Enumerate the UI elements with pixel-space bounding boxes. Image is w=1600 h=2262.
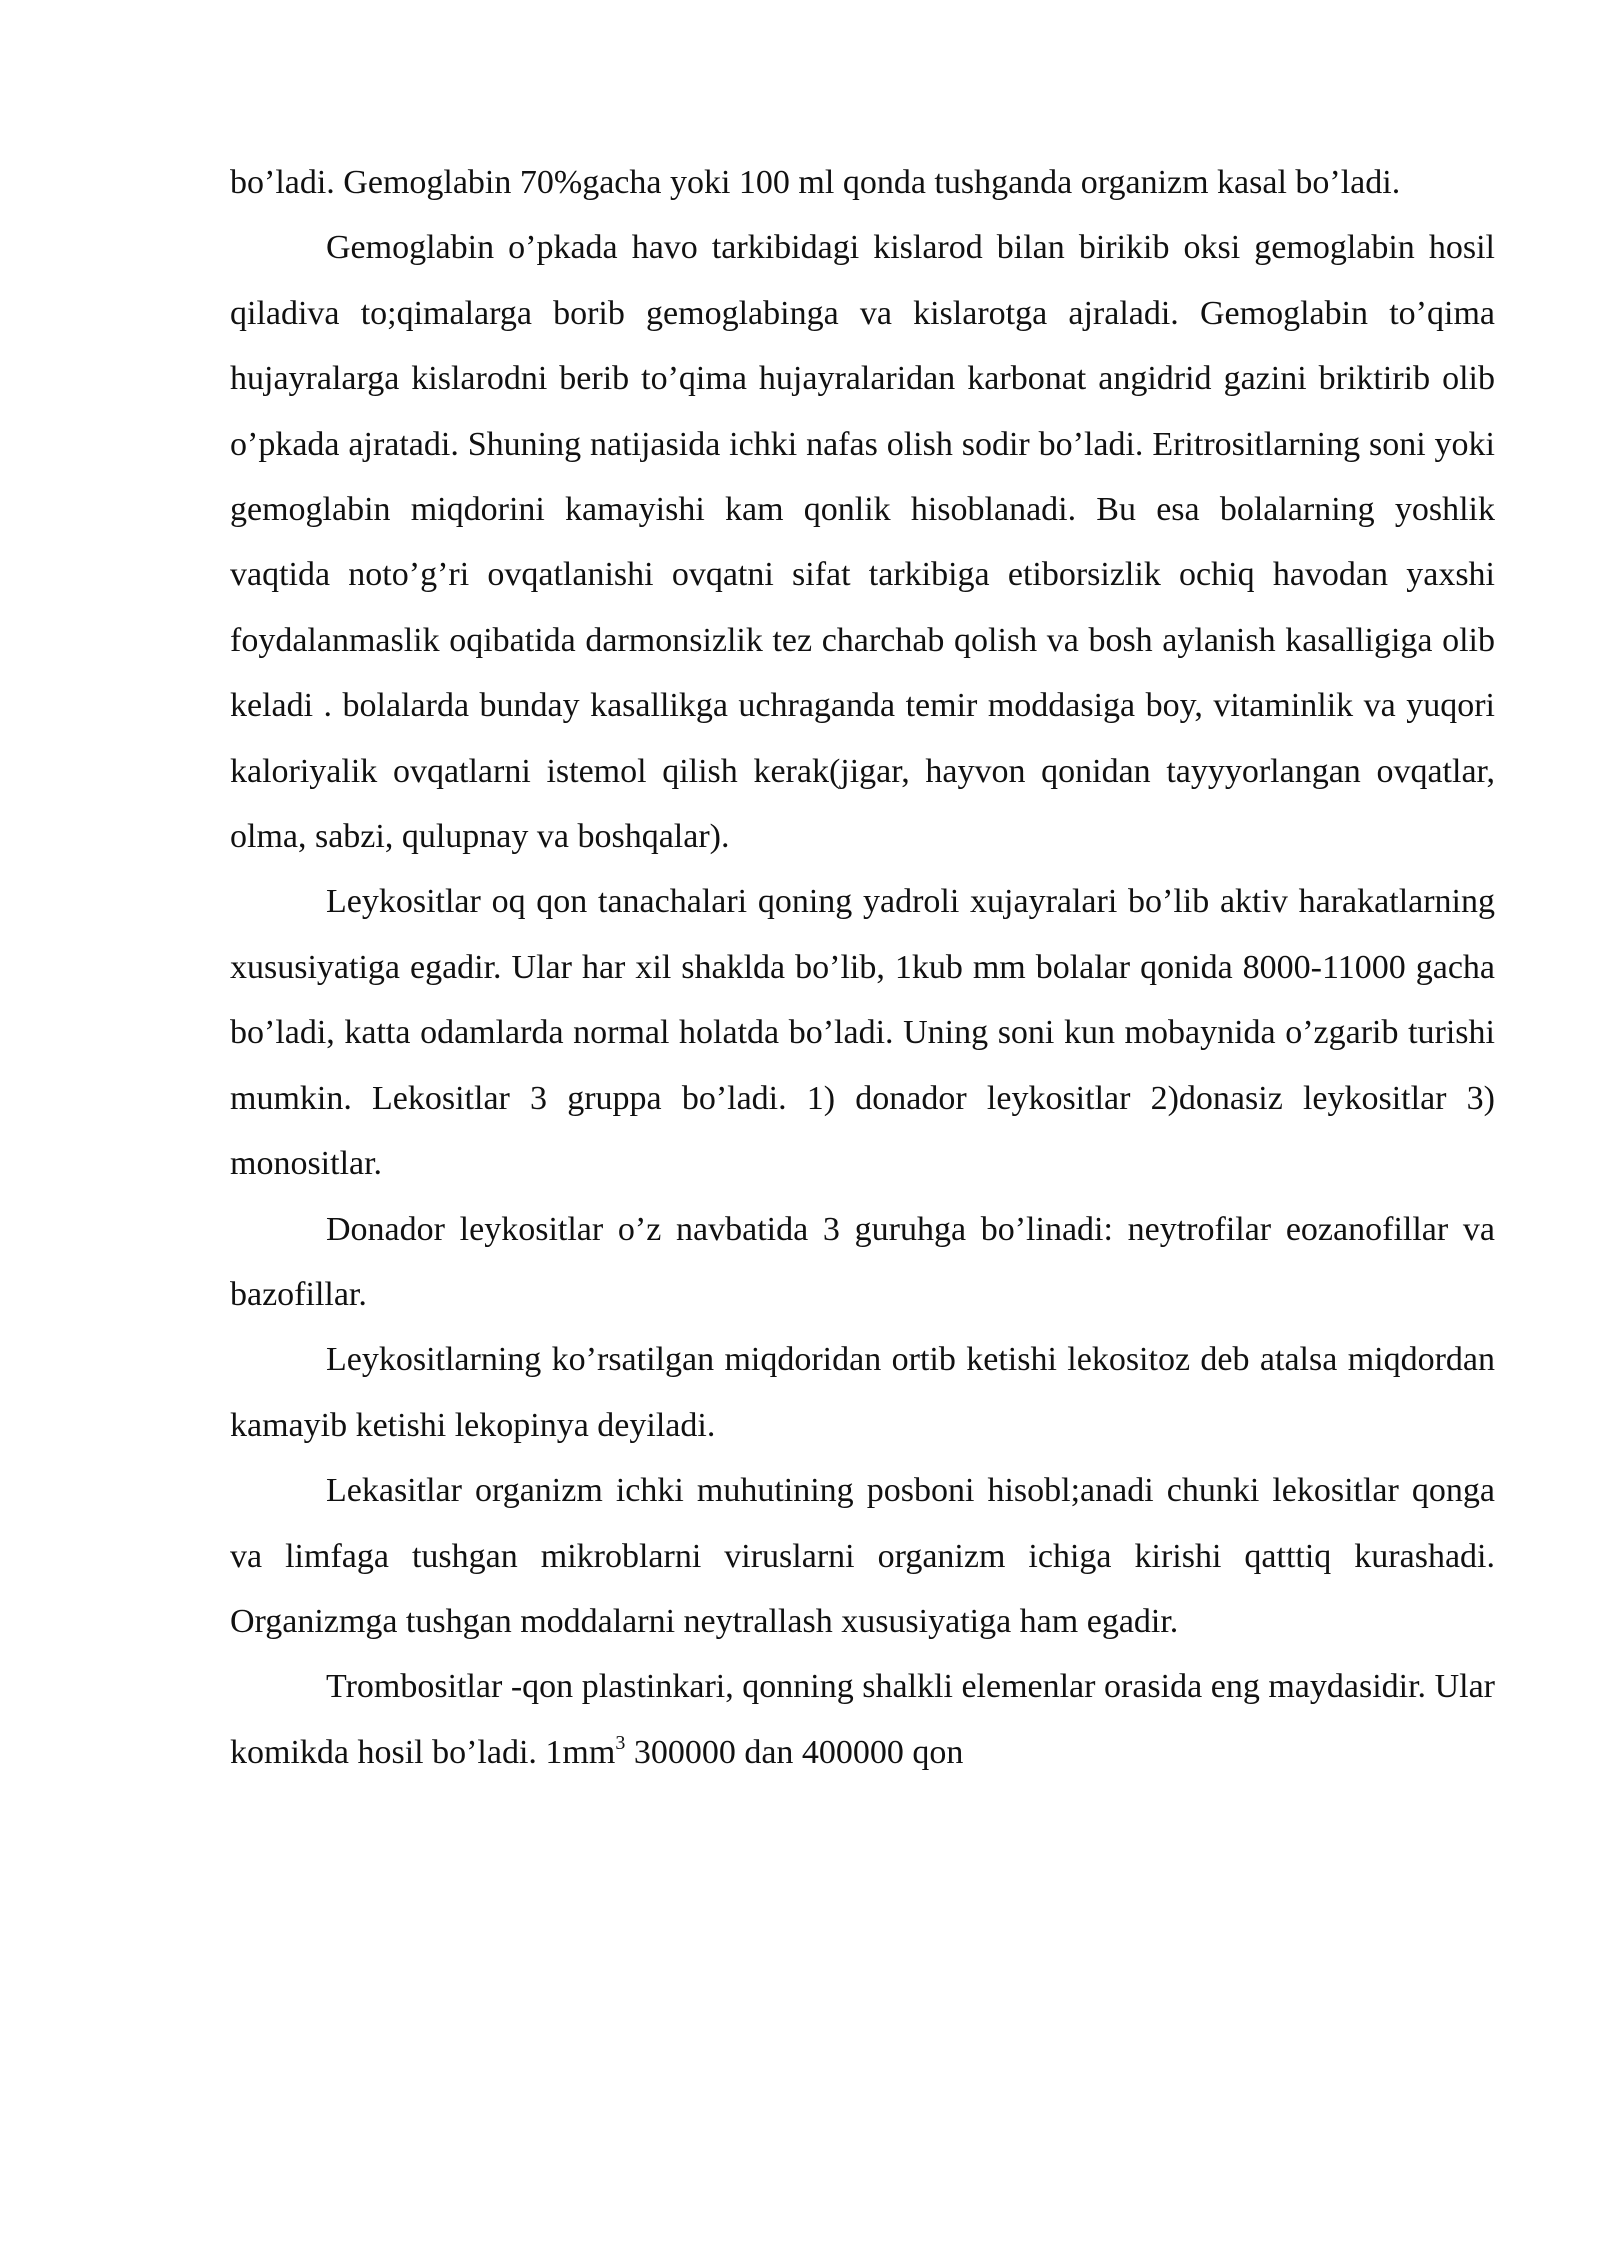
thrombocytes-text-start: Trombositlar -qon plastinkari, qonning shalkli elemenlar orasida eng maydasidir. Ular komikda hosil bo’ladi. 1mm — [230, 1668, 1495, 1771]
paragraph-hemoglobin: Gemoglabin o’pkada havo tarkibidagi kislarod bilan birikib oksi gemoglabin hosil qiladiva to;qimalarga borib gemoglabinga va kislarotga ajraladi. Gemoglabin to’qima hujayralarga kislarodni berib to’qima hujayralaridan karbonat angidrid gazini briktirib olib o’pkada ajratadi. Shuning natijasida ichki nafas olish sodir bo’ladi. Eritrositlarning soni yoki gemoglabin miqdorini kamayishi kam qonlik hisoblanadi. Bu esa bolalarning yoshlik vaqtida noto’g’ri ovqatlanishi ovqatni sifat tarkibiga etiborsizlik ochiq havodan yaxshi foydalanmaslik oqibatida darmonsizlik tez charchab qolish va bosh aylanish kasalligiga olib keladi . bolalarda bunday kasallikga uchraganda temir moddasiga boy, vitaminlik va yuqori kaloriyalik ovqatlarni istemol qilish kerak(jigar, hayvon qonidan tayyyorlangan ovqatlar, olma, sabzi, qulupnay va boshqalar). — [230, 229, 1495, 856]
paragraph-leukocytes: Leykositlar oq qon tanachalari qoning yadroli xujayralari bo’lib aktiv harakatlarning xususiyatiga egadir. Ular har xil shaklda bo’lib, 1kub mm bolalar qonida 8000-11000 gacha bo’ladi, katta odamlarda normal holatda bo’ladi. Uning soni kun mobaynida o’zgarib turishi mumkin. Lekositlar 3 gruppa bo’ladi. 1) donador leykositlar 2)donasiz leykositlar 3) monositlar. — [230, 883, 1495, 1183]
paragraph-leukocytosis: Leykositlarning ko’rsatilgan miqdoridan ortib ketishi lekositoz deb atalsa miqdordan kamayib ketishi lekopinya deyiladi. — [230, 1341, 1495, 1444]
paragraph-thrombocytes — [230, 1654, 1495, 1785]
paragraph-continuation: bo’ladi. Gemoglabin 70%gacha yoki 100 ml qonda tushganda organizm kasal bo’ladi. — [230, 164, 1401, 201]
thrombocytes-text-end: 300000 dan 400000 qon — [625, 1733, 964, 1771]
superscript-three: 3 — [615, 1731, 626, 1754]
document-page — [230, 150, 1495, 1785]
paragraph-granular-leukocytes: Donador leykositlar o’z navbatida 3 guruhga bo’linadi: neytrofilar eozanofillar va bazofillar. — [230, 1210, 1495, 1313]
paragraph-leukocyte-defense: Lekasitlar organizm ichki muhutining posboni hisobl;anadi chunki lekositlar qonga va limfaga tushgan mikroblarni viruslarni organizm ichiga kirishi qatttiq kurashadi. Organizmga tushgan moddalarni neytrallash xususiyatiga ham egadir. — [230, 1472, 1495, 1640]
